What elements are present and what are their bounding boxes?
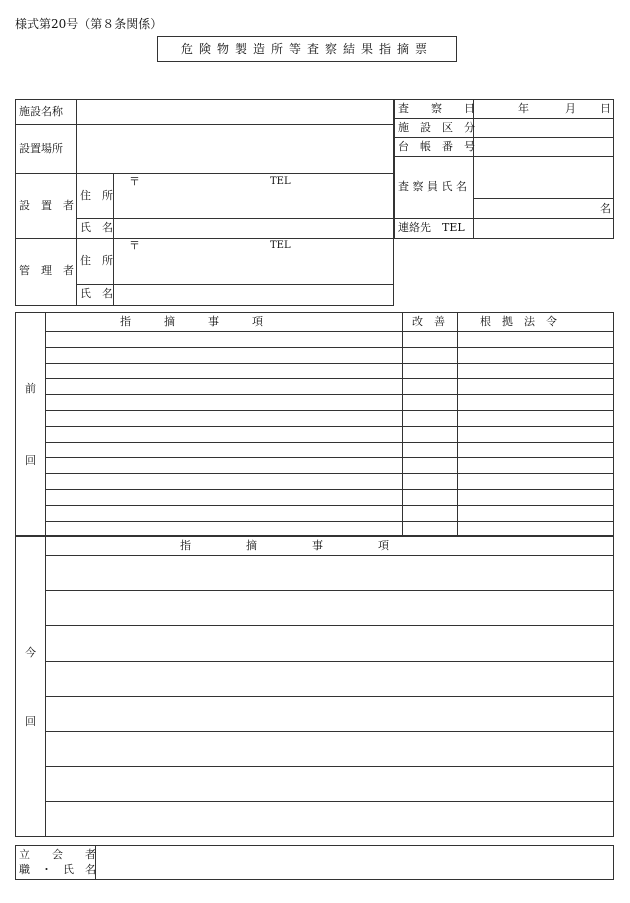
inspector-name-field[interactable] <box>474 157 613 217</box>
previous-item-field[interactable] <box>46 332 402 346</box>
current-side-top: 今 <box>25 646 36 659</box>
previous-item-field[interactable] <box>46 364 402 378</box>
ledger-number-field[interactable] <box>474 138 613 155</box>
date-month: 月 <box>565 102 576 115</box>
witness-label-line1: 立 会 者 <box>19 848 96 861</box>
manager-address-label: 住 所 <box>80 254 113 267</box>
previous-item-field[interactable] <box>46 522 402 536</box>
current-side-bottom: 回 <box>25 715 36 728</box>
previous-side-top: 前 <box>25 382 36 395</box>
previous-item-field[interactable] <box>46 427 402 441</box>
facility-name-field[interactable] <box>77 100 393 123</box>
manager-address-field[interactable] <box>114 239 393 283</box>
installer-name-label: 氏 名 <box>80 221 113 234</box>
date-year: 年 <box>518 102 529 115</box>
previous-item-field[interactable] <box>46 411 402 425</box>
manager-name-label: 氏 名 <box>80 287 113 300</box>
current-item-field[interactable] <box>46 802 613 835</box>
previous-item-field[interactable] <box>46 395 402 409</box>
previous-item-field[interactable] <box>46 458 402 472</box>
previous-side-bottom: 回 <box>25 454 36 467</box>
ledger-number-label: 台 帳 番 号 <box>398 140 475 153</box>
inspector-name-suffix: 名 <box>600 202 611 215</box>
current-item-field[interactable] <box>46 591 613 624</box>
contact-tel-field[interactable] <box>474 219 613 238</box>
facility-class-label: 施 設 区 分 <box>398 121 475 134</box>
installer-tel-label: TEL <box>270 176 291 187</box>
previous-law-header: 根 拠 法 令 <box>480 315 557 328</box>
installer-address-field[interactable] <box>114 174 393 217</box>
current-items-header: 指 摘 事 項 <box>180 539 389 552</box>
witness-entry-field[interactable] <box>96 846 613 879</box>
previous-item-field[interactable] <box>46 490 402 504</box>
contact-tel-label: 連絡先 TEL <box>398 221 465 234</box>
previous-improve-header: 改 善 <box>412 315 445 328</box>
installer-address-label: 住 所 <box>80 189 113 202</box>
witness-label-line2: 職 ・ 氏 名 <box>19 863 96 876</box>
facility-class-field[interactable] <box>474 119 613 136</box>
inspection-date-label: 査 察 日 <box>398 102 475 115</box>
manager-label: 管 理 者 <box>19 264 74 277</box>
current-item-field[interactable] <box>46 697 613 730</box>
installer-postal-mark: 〒 <box>129 175 140 188</box>
inspector-name-label: 査 察 員 氏 名 <box>398 180 467 193</box>
previous-item-field[interactable] <box>46 379 402 393</box>
previous-item-field[interactable] <box>46 474 402 488</box>
previous-item-field[interactable] <box>46 506 402 520</box>
location-label: 設置場所 <box>19 142 63 155</box>
installer-label: 設 置 者 <box>19 199 74 212</box>
facility-name-label: 施設名称 <box>19 105 63 118</box>
current-item-field[interactable] <box>46 732 613 765</box>
manager-tel-label: TEL <box>270 240 291 251</box>
previous-item-field[interactable] <box>46 443 402 457</box>
manager-name-field[interactable] <box>114 285 393 305</box>
current-item-field[interactable] <box>46 767 613 800</box>
date-day: 日 <box>600 102 611 115</box>
previous-item-field[interactable] <box>46 348 402 362</box>
current-item-field[interactable] <box>46 626 613 659</box>
location-field[interactable] <box>77 125 393 172</box>
current-item-field[interactable] <box>46 662 613 695</box>
manager-postal-mark: 〒 <box>129 239 140 252</box>
form-number: 様式第20号（第８条関係） <box>15 17 163 31</box>
page-title: 危険物製造所等査察結果指摘票 <box>180 42 433 56</box>
previous-items-header: 指 摘 事 項 <box>120 315 263 328</box>
current-item-field[interactable] <box>46 556 613 589</box>
title-box <box>157 36 457 62</box>
installer-name-field[interactable] <box>114 219 393 237</box>
